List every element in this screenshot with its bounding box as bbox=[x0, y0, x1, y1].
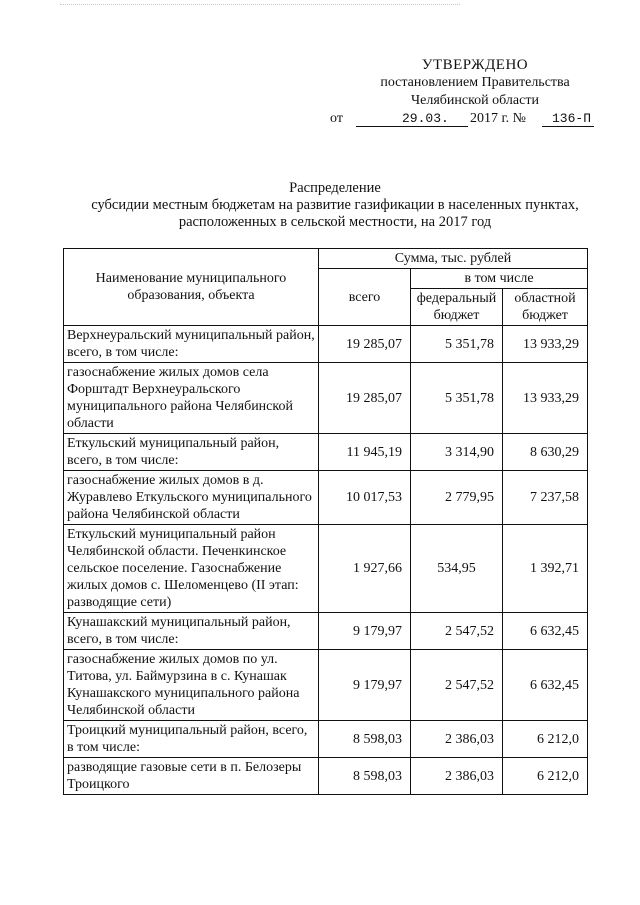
heading-line-2: субсидии местным бюджетам на развитие газификации в населенных пунктах, bbox=[91, 197, 579, 213]
approval-date: 29.03. bbox=[402, 111, 449, 126]
header-name: Наименование муниципального образования, объекта bbox=[64, 249, 319, 326]
row-regional: 6 212,0 bbox=[503, 758, 588, 795]
table-row bbox=[64, 525, 588, 613]
row-name: газоснабжение жилых домов села Форштадт Верхнеуральского муниципального района Челябинской области bbox=[64, 363, 319, 434]
row-total: 11 945,19 bbox=[319, 434, 411, 471]
table-row bbox=[64, 650, 588, 721]
document-heading bbox=[20, 180, 640, 231]
row-total: 19 285,07 bbox=[319, 326, 411, 363]
date-prefix: от bbox=[330, 111, 343, 126]
row-name: Еткульский муниципальный район Челябинской области. Печенкинское сельское поселение. Газоснабжение жилых домов с. Шеломенцево (II этап: разводящие сети) bbox=[64, 525, 319, 613]
row-total: 1 927,66 bbox=[319, 525, 411, 613]
table-row bbox=[64, 721, 588, 758]
row-federal: 5 351,78 bbox=[411, 363, 503, 434]
row-federal: 2 547,52 bbox=[411, 650, 503, 721]
row-total: 9 179,97 bbox=[319, 650, 411, 721]
row-federal: 5 351,78 bbox=[411, 326, 503, 363]
approval-number: 136-П bbox=[552, 111, 592, 126]
row-total: 8 598,03 bbox=[319, 758, 411, 795]
row-name: газоснабжение жилых домов по ул. Титова, ул. Баймурзина в с. Кунашак Кунашакского муниципального района Челябинской области bbox=[64, 650, 319, 721]
header-regional: областной бюджет bbox=[503, 289, 588, 326]
row-total: 9 179,97 bbox=[319, 613, 411, 650]
row-name: Троицкий муниципальный район, всего, в том числе: bbox=[64, 721, 319, 758]
row-name: разводящие газовые сети в п. Белозеры Троицкого bbox=[64, 758, 319, 795]
number-underline bbox=[542, 126, 594, 127]
row-total: 19 285,07 bbox=[319, 363, 411, 434]
approval-line-1: постановлением Правительства bbox=[380, 75, 570, 90]
table-row bbox=[64, 613, 588, 650]
row-regional: 6 212,0 bbox=[503, 721, 588, 758]
header-federal: федеральный бюджет bbox=[411, 289, 503, 326]
table-row bbox=[64, 363, 588, 434]
approval-date-line bbox=[330, 110, 620, 130]
heading-line-3: расположенных в сельской местности, на 2017 год bbox=[178, 214, 492, 230]
row-regional: 13 933,29 bbox=[503, 363, 588, 434]
scan-artifact bbox=[60, 4, 460, 7]
row-name: Еткульский муниципальный район, всего, в том числе: bbox=[64, 434, 319, 471]
row-federal: 2 386,03 bbox=[411, 758, 503, 795]
row-regional: 1 392,71 bbox=[503, 525, 588, 613]
row-regional: 6 632,45 bbox=[503, 650, 588, 721]
row-name: Верхнеуральский муниципальный район, всего, в том числе: bbox=[64, 326, 319, 363]
table-row bbox=[64, 758, 588, 795]
row-federal: 534,95 bbox=[411, 525, 503, 613]
row-regional: 6 632,45 bbox=[503, 613, 588, 650]
table-row bbox=[64, 471, 588, 525]
table-row bbox=[64, 434, 588, 471]
row-total: 10 017,53 bbox=[319, 471, 411, 525]
row-federal: 3 314,90 bbox=[411, 434, 503, 471]
subsidy-table bbox=[63, 248, 588, 795]
row-federal: 2 547,52 bbox=[411, 613, 503, 650]
header-total: всего bbox=[319, 269, 411, 326]
row-name: газоснабжение жилых домов в д. Журавлево Еткульского муниципального района Челябинской области bbox=[64, 471, 319, 525]
row-regional: 7 237,58 bbox=[503, 471, 588, 525]
row-federal: 2 386,03 bbox=[411, 721, 503, 758]
table-row bbox=[64, 326, 588, 363]
header-sum: Сумма, тыс. рублей bbox=[319, 249, 588, 269]
row-regional: 8 630,29 bbox=[503, 434, 588, 471]
row-total: 8 598,03 bbox=[319, 721, 411, 758]
heading-line-1: Распределение bbox=[289, 180, 381, 196]
approval-year: 2017 г. № bbox=[470, 111, 527, 126]
approval-block bbox=[330, 56, 620, 130]
approval-line-2: Челябинской области bbox=[411, 93, 539, 108]
header-including: в том числе bbox=[411, 269, 588, 289]
row-federal: 2 779,95 bbox=[411, 471, 503, 525]
row-regional: 13 933,29 bbox=[503, 326, 588, 363]
row-name: Кунашакский муниципальный район, всего, в том числе: bbox=[64, 613, 319, 650]
approval-title: УТВЕРЖДЕНО bbox=[421, 57, 529, 73]
